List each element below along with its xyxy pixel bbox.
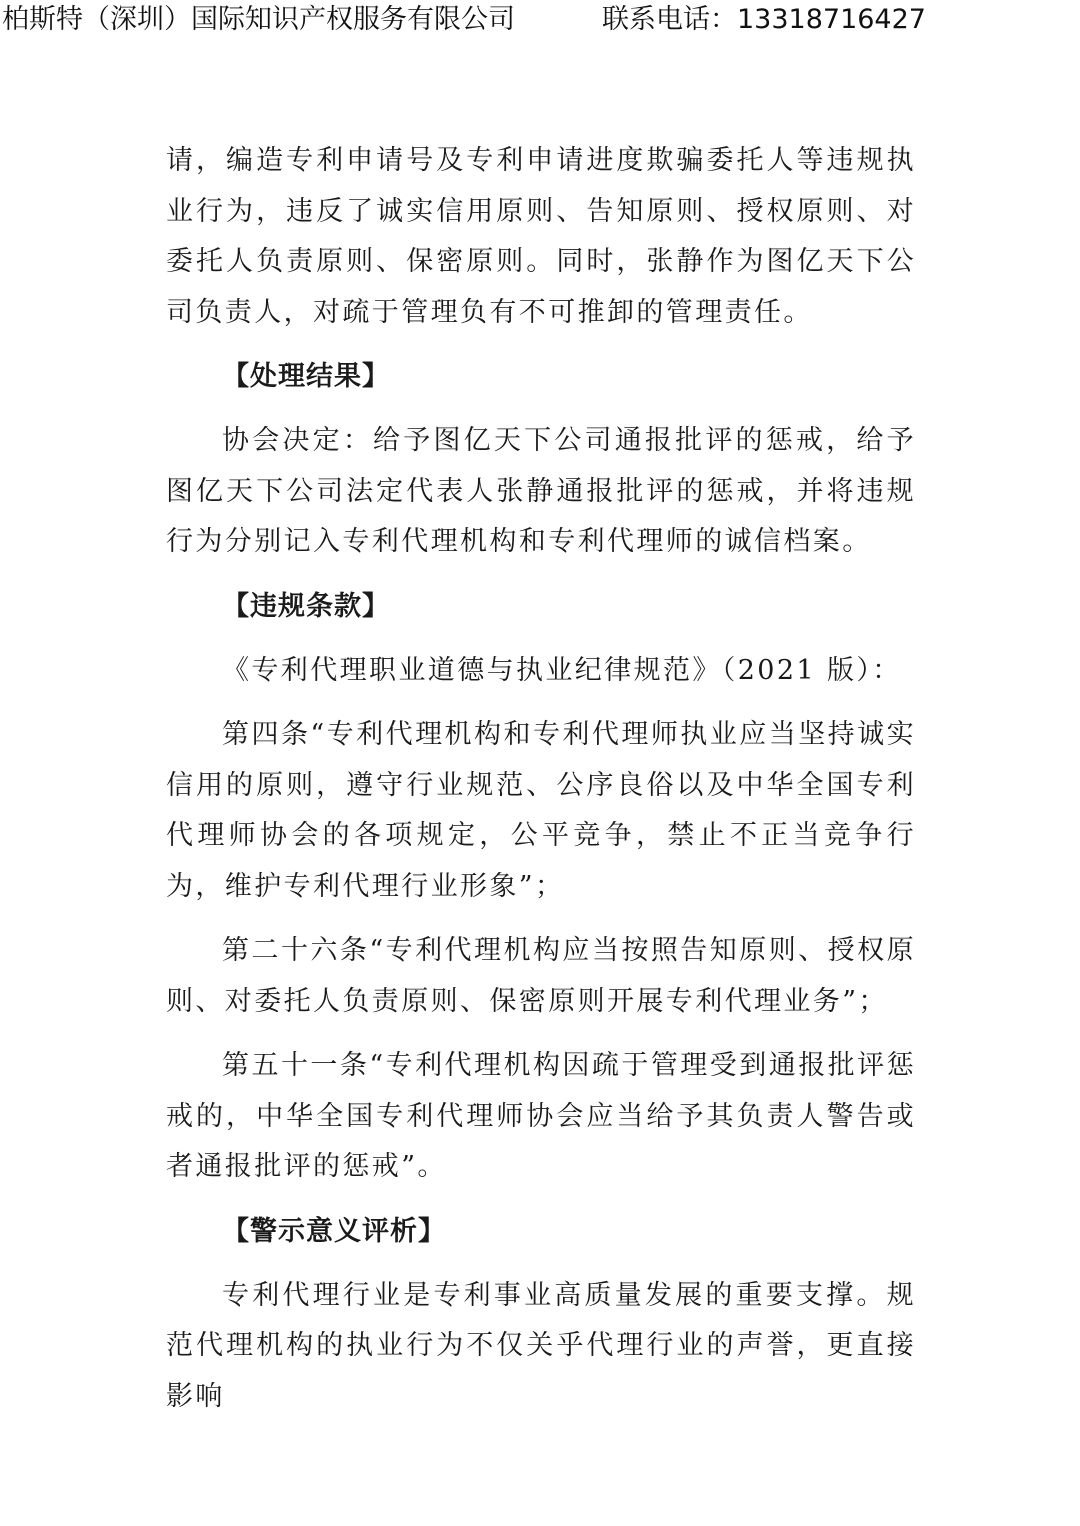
document-body — [166, 136, 916, 1422]
company-name: 柏斯特（深圳）国际知识产权服务有限公司 — [2, 4, 515, 35]
contact-phone: 联系电话：13318716427 — [602, 4, 926, 35]
paragraph-article-51: 第五十一条“专利代理机构因疏于管理受到通报批评惩戒的，中华全国专利代理师协会应当给予其负责人警告或者通报批评的惩戒”。 — [166, 1050, 916, 1182]
paragraph-violation-summary: 请，编造专利申请号及专利申请进度欺骗委托人等违规执业行为，违反了诚实信用原则、告知原则、授权原则、对委托人负责原则、保密原则。同时，张静作为图亿天下公司负责人，对疏于管理负有不可推卸的管理责任。 — [166, 145, 916, 328]
paragraph-article-26: 第二十六条“专利代理机构应当按照告知原则、授权原则、对委托人负责原则、保密原则开展专利代理业务”； — [166, 935, 916, 1017]
page-header — [0, 0, 1080, 44]
paragraph-association-decision: 协会决定：给予图亿天下公司通报批评的惩戒，给予图亿天下公司法定代表人张静通报批评的惩戒，并将违规行为分别记入专利代理机构和专利代理师的诚信档案。 — [166, 425, 916, 557]
paragraph-article-4: 第四条“专利代理机构和专利代理师执业应当坚持诚实信用的原则，遵守行业规范、公序良俗以及中华全国专利代理师协会的各项规定，公平竞争，禁止不正当竞争行为，维护专利代理行业形象”； — [166, 719, 916, 902]
heading-violated-clauses: 【违规条款】 — [222, 590, 390, 622]
paragraph-regulation-title: 《专利代理职业道德与执业纪律规范》（2021 版）： — [222, 654, 902, 686]
paragraph-warning-analysis: 专利代理行业是专利事业高质量发展的重要支撑。规范代理机构的执业行为不仅关乎代理行业的声誉，更直接影响 — [166, 1279, 916, 1412]
heading-warning-significance: 【警示意义评析】 — [222, 1215, 446, 1247]
heading-handling-result: 【处理结果】 — [222, 361, 390, 392]
